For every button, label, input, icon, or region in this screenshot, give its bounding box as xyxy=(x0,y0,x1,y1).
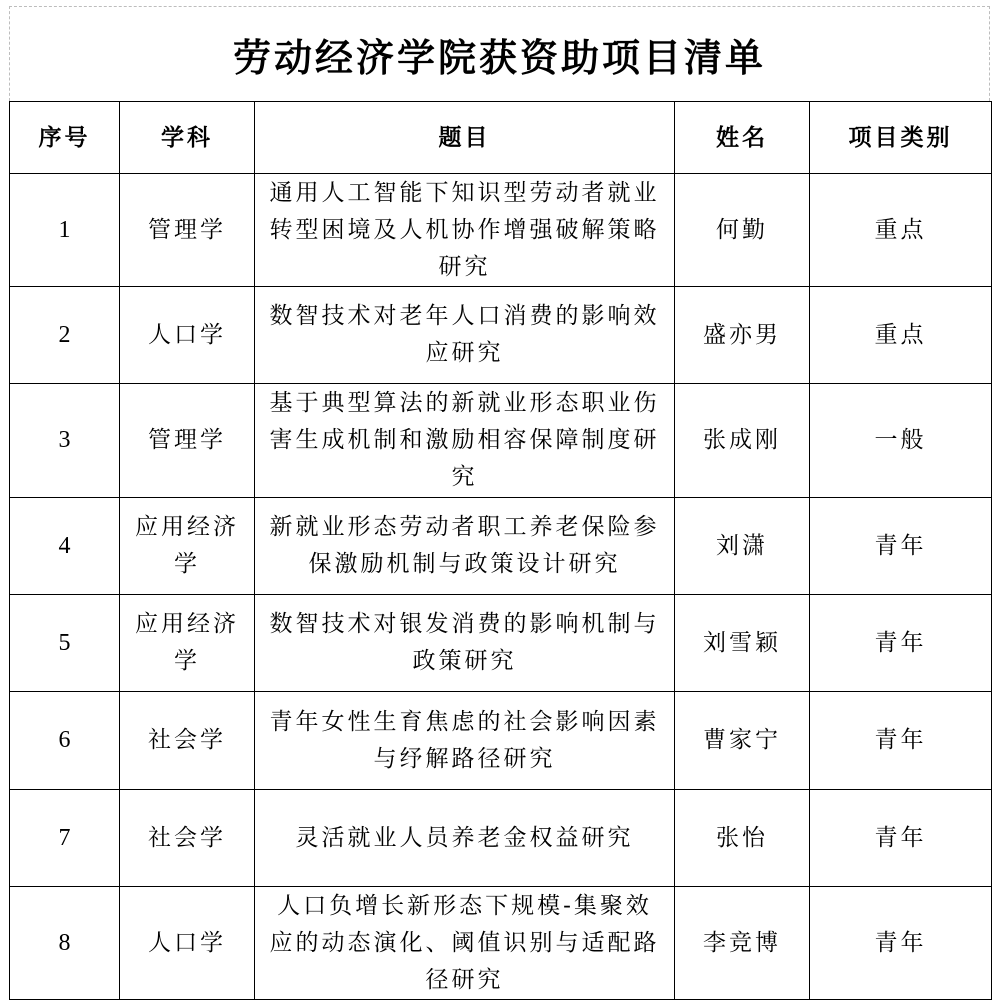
cell-category: 青年 xyxy=(810,790,992,887)
project-table xyxy=(9,101,992,1000)
table-row xyxy=(10,384,992,498)
cell-index: 2 xyxy=(10,287,120,384)
cell-discipline: 人口学 xyxy=(120,887,255,1000)
cell-index: 6 xyxy=(10,692,120,790)
cell-category: 一般 xyxy=(810,384,992,498)
cell-discipline: 人口学 xyxy=(120,287,255,384)
table-row xyxy=(10,887,992,1000)
cell-discipline: 管理学 xyxy=(120,174,255,287)
cell-category: 重点 xyxy=(810,287,992,384)
header-discipline: 学科 xyxy=(120,102,255,174)
table-row xyxy=(10,174,992,287)
cell-name: 张怡 xyxy=(675,790,810,887)
cell-discipline: 应用经济学 xyxy=(120,498,255,595)
header-topic: 题目 xyxy=(255,102,675,174)
cell-name: 张成刚 xyxy=(675,384,810,498)
cell-topic: 灵活就业人员养老金权益研究 xyxy=(255,790,675,887)
cell-discipline: 社会学 xyxy=(120,790,255,887)
cell-name: 刘雪颖 xyxy=(675,595,810,692)
cell-index: 3 xyxy=(10,384,120,498)
header-name: 姓名 xyxy=(675,102,810,174)
header-index: 序号 xyxy=(10,102,120,174)
cell-discipline: 应用经济学 xyxy=(120,595,255,692)
table-row xyxy=(10,595,992,692)
cell-index: 5 xyxy=(10,595,120,692)
cell-index: 1 xyxy=(10,174,120,287)
cell-index: 4 xyxy=(10,498,120,595)
cell-topic: 数智技术对老年人口消费的影响效应研究 xyxy=(255,287,675,384)
cell-category: 重点 xyxy=(810,174,992,287)
cell-name: 刘潇 xyxy=(675,498,810,595)
table-row xyxy=(10,498,992,595)
cell-index: 7 xyxy=(10,790,120,887)
cell-discipline: 管理学 xyxy=(120,384,255,498)
cell-topic: 基于典型算法的新就业形态职业伤害生成机制和激励相容保障制度研究 xyxy=(255,384,675,498)
cell-name: 曹家宁 xyxy=(675,692,810,790)
header-category: 项目类别 xyxy=(810,102,992,174)
table-row xyxy=(10,287,992,384)
table-row xyxy=(10,692,992,790)
cell-name: 何勤 xyxy=(675,174,810,287)
cell-index: 8 xyxy=(10,887,120,1000)
cell-topic: 新就业形态劳动者职工养老保险参保激励机制与政策设计研究 xyxy=(255,498,675,595)
title-bar xyxy=(9,6,990,101)
cell-name: 李竞博 xyxy=(675,887,810,1000)
cell-topic: 通用人工智能下知识型劳动者就业转型困境及人机协作增强破解策略研究 xyxy=(255,174,675,287)
cell-topic: 青年女性生育焦虑的社会影响因素与纾解路径研究 xyxy=(255,692,675,790)
cell-name: 盛亦男 xyxy=(675,287,810,384)
cell-category: 青年 xyxy=(810,595,992,692)
cell-category: 青年 xyxy=(810,887,992,1000)
cell-discipline: 社会学 xyxy=(120,692,255,790)
cell-topic: 人口负增长新形态下规模-集聚效应的动态演化、阈值识别与适配路径研究 xyxy=(255,887,675,1000)
header-row xyxy=(10,102,992,174)
cell-category: 青年 xyxy=(810,692,992,790)
cell-topic: 数智技术对银发消费的影响机制与政策研究 xyxy=(255,595,675,692)
table-row xyxy=(10,790,992,887)
cell-category: 青年 xyxy=(810,498,992,595)
page-title: 劳动经济学院获资助项目清单 xyxy=(232,34,766,80)
